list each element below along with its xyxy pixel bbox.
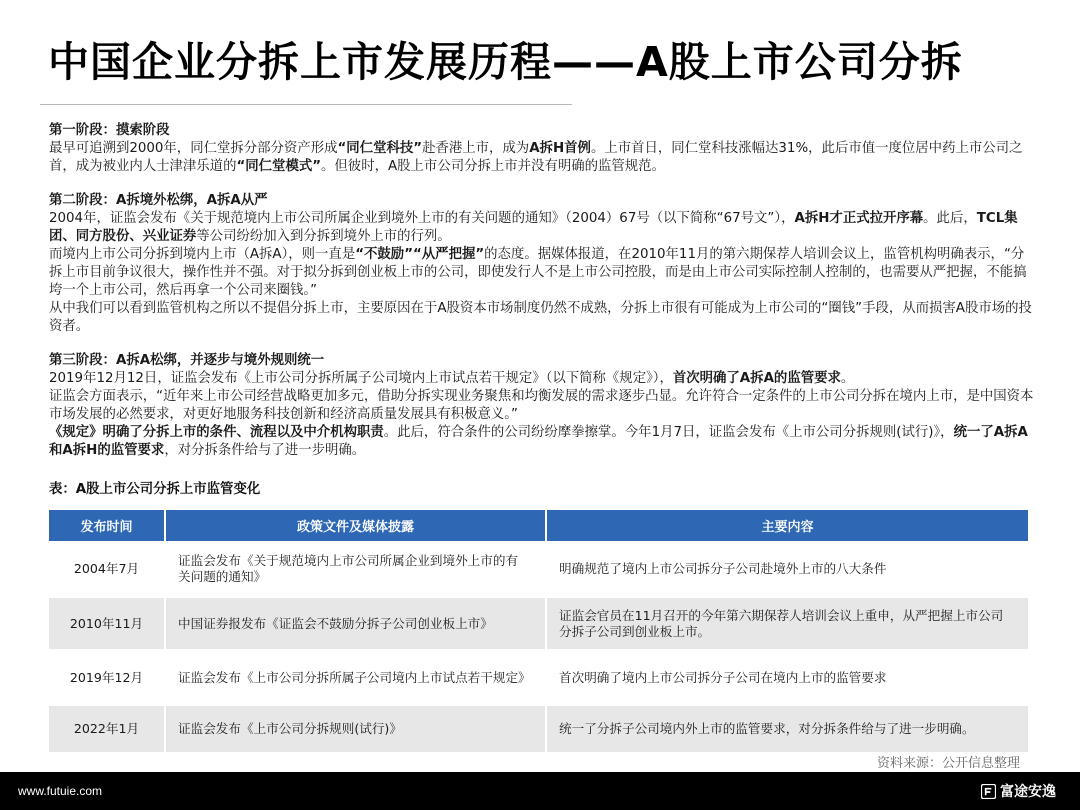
row-date: 2010年11月: [49, 598, 166, 649]
brand: [981, 781, 1056, 801]
stage-3-paragraph-2: 证监会方面表示，“近年来上市公司经营战略更加多元，借助分拆实现业务聚焦和均衡发展的需求逐步凸显。允许符合一定条件的上市公司分拆在境内上市，是中国资本市场发展的必然要求，对更好地服务科技创新和经济高质量发展具有积极意义。”: [49, 389, 1034, 422]
row-policy: 中国证券报发布《证监会不鼓励分拆子公司创业板上市》: [166, 598, 547, 649]
stage-3-paragraph-3: 《规定》明确了分拆上市的条件、流程以及中介机构职责。此后，符合条件的公司纷纷摩拳擦掌。今年1月7日，证监会发布《上市公司分拆规则(试行)》，统一了A拆A和A拆H的监管要求，对分拆条件给与了进一步明确。: [49, 425, 1028, 458]
row-content: 明确规范了境内上市公司拆分子公司赴境外上市的八大条件: [559, 560, 887, 576]
page-title: 中国企业分拆上市发展历程——A股上市公司分拆: [48, 38, 963, 86]
futu-logo-icon: [981, 784, 996, 799]
stage-1: [49, 122, 1035, 176]
table-row: [49, 706, 1028, 754]
footer-url[interactable]: www.futuie.com: [18, 784, 103, 798]
row-date: 2004年7月: [49, 541, 166, 596]
row-date: 2022年1月: [49, 706, 166, 752]
regulation-table: [49, 510, 1028, 754]
table-row: [49, 598, 1028, 651]
stage-2-heading: 第二阶段：A拆境外松绑，A拆A从严: [49, 193, 268, 208]
row-content: 首次明确了境内上市公司拆分子公司在境内上市的监管要求: [559, 669, 887, 685]
source-note: 资料来源：公开信息整理: [876, 756, 1020, 771]
row-content: 证监会官员在11月召开的今年第六期保荐人培训会议上重申，从严把握上市公司分拆子公司到创业板上市。: [559, 607, 1004, 639]
row-policy: 证监会发布《上市公司分拆规则(试行)》: [166, 706, 547, 752]
table-row: [49, 541, 1028, 598]
table-header: [49, 510, 1028, 541]
stage-1-heading: 第一阶段：摸索阶段: [49, 123, 170, 138]
stage-3-paragraph-1: 2019年12月12日，证监会发布《上市公司分拆所属子公司境内上市试点若干规定》（以下简称《规定》），首次明确了A拆A的监管要求。: [49, 371, 855, 386]
row-date: 2019年12月: [49, 651, 166, 704]
stage-2: [49, 192, 1035, 336]
header-date: 发布时间: [49, 510, 166, 541]
table-row: [49, 651, 1028, 706]
row-content: 统一了分拆子公司境内外上市的监管要求，对分拆条件给与了进一步明确。: [559, 721, 975, 736]
row-policy: 证监会发布《关于规范境内上市公司所属企业到境外上市的有关问题的通知》: [166, 541, 547, 596]
stage-2-paragraph-3: 从中我们可以看到监管机构之所以不提倡分拆上市，主要原因在于A股资本市场制度仍然不成熟，分拆上市很有可能成为上市公司的“圈钱”手段，从而损害A股市场的投资者。: [49, 301, 1032, 334]
stage-2-paragraph-2: 而境内上市公司分拆到境内上市（A拆A），则一直是“不鼓励”“从严把握”的态度。据媒体报道，在2010年11月的第六期保荐人培训会议上，监管机构明确表示，“分拆上市目前争议很大，操作性并不强。对于拟分拆到创业板上市的公司，即使发行人不是上市公司控股，而是由上市公司实际控制人控制的，也需要从严把握，不能搞垮一个上市公司，然后再拿一个公司来圈钱。”: [49, 247, 1027, 298]
stage-1-paragraph: 最早可追溯到2000年，同仁堂拆分部分资产形成“同仁堂科技”赴香港上市，成为A拆H首例。上市首日，同仁堂科技涨幅达31%，此后市值一度位居中药上市公司之首，成为被业内人士津津乐道的“同仁堂模式”。但彼时，A股上市公司分拆上市并没有明确的监管规范。: [49, 141, 1023, 174]
stage-2-paragraph-1: 2004年，证监会发布《关于规范境内上市公司所属企业到境外上市的有关问题的通知》（2004）67号（以下简称“67号文”），A拆H才正式拉开序幕。此后，TCL集团、同方股份、兴业证券等公司纷纷加入到分拆到境外上市的行列。: [49, 211, 1018, 244]
title-divider: [40, 104, 572, 105]
body-text: [49, 122, 1035, 460]
footer-bar: [0, 772, 1080, 810]
brand-name: 富途安逸: [1000, 784, 1056, 800]
header-content: 主要内容: [761, 520, 814, 535]
table-caption: 表：A股上市公司分拆上市监管变化: [49, 482, 261, 497]
stage-3: [49, 352, 1035, 460]
header-policy: 政策文件及媒体披露: [166, 510, 547, 541]
stage-3-heading: 第三阶段：A拆A松绑，并逐步与境外规则统一: [49, 353, 325, 368]
row-policy: 证监会发布《上市公司分拆所属子公司境内上市试点若干规定》: [166, 651, 547, 704]
